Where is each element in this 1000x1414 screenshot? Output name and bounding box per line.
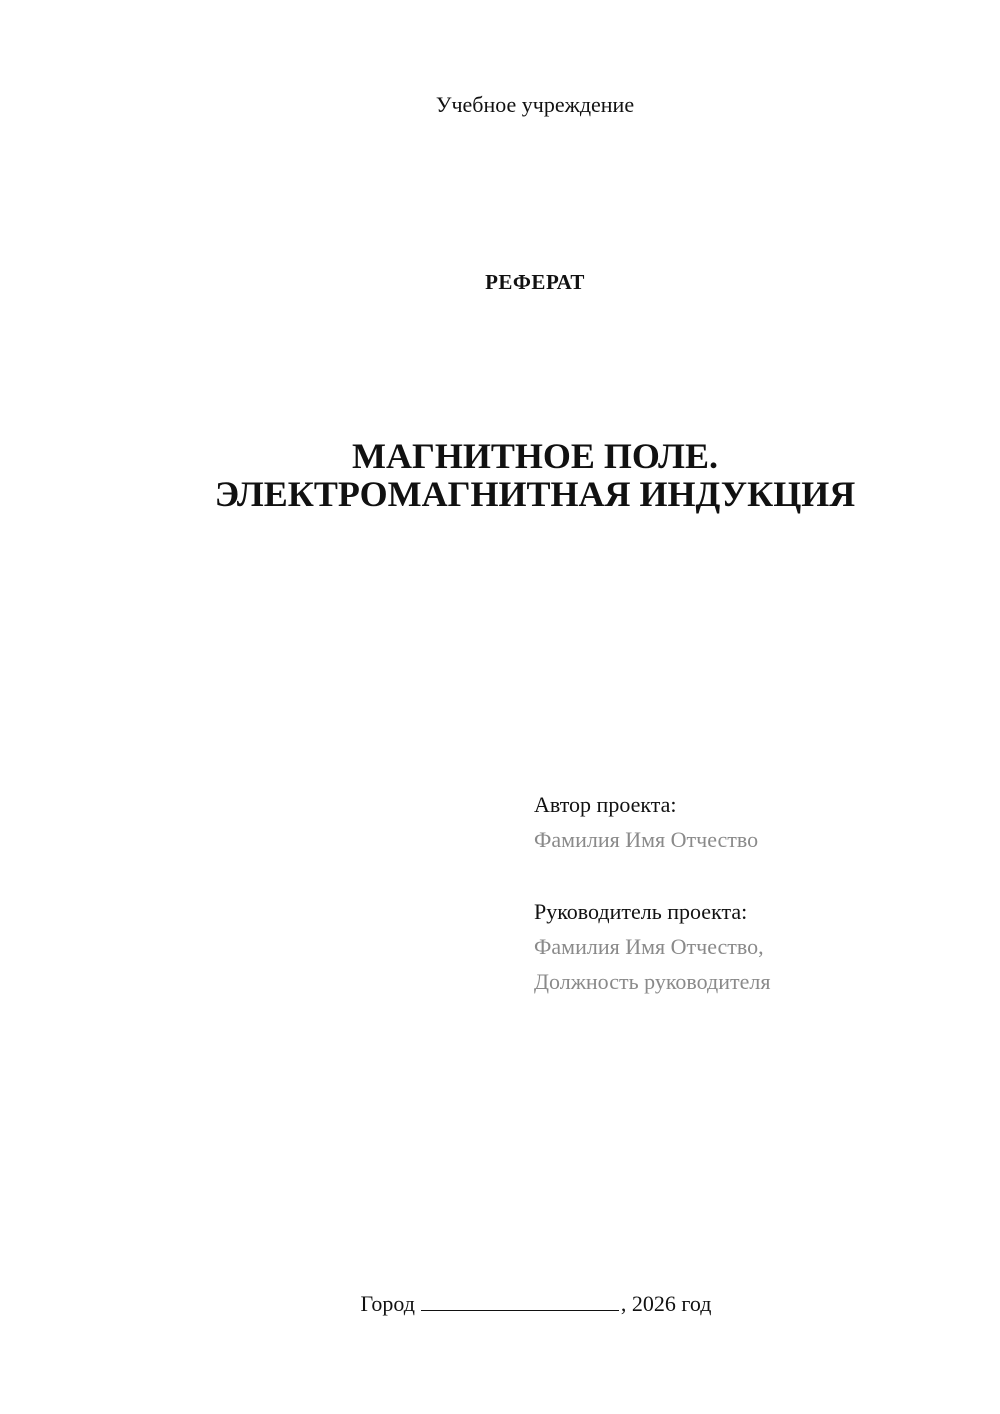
city-blank-line [421, 1290, 619, 1311]
footer-city-year [0, 1290, 1000, 1318]
title-line-2: ЭЛЕКТРОМАГНИТНАЯ ИНДУКЦИЯ [214, 474, 856, 514]
supervisor-label: Руководитель проекта: [534, 899, 748, 924]
author-label: Автор проекта: [534, 792, 677, 817]
author-name: Фамилия Имя Отчество [534, 827, 759, 852]
city-label: Город [360, 1291, 415, 1316]
supervisor-position: Должность руководителя [534, 969, 771, 994]
institution-name: Учебное учреждение [435, 92, 635, 117]
supervisor-name: Фамилия Имя Отчество, [534, 934, 764, 959]
document-type: РЕФЕРАТ [485, 270, 585, 294]
credits-block [534, 787, 974, 999]
document-title [70, 437, 1000, 513]
credits-spacer [534, 857, 974, 894]
title-line-1: МАГНИТНОЕ ПОЛЕ. [352, 436, 718, 476]
year-text: , 2026 год [620, 1291, 712, 1316]
